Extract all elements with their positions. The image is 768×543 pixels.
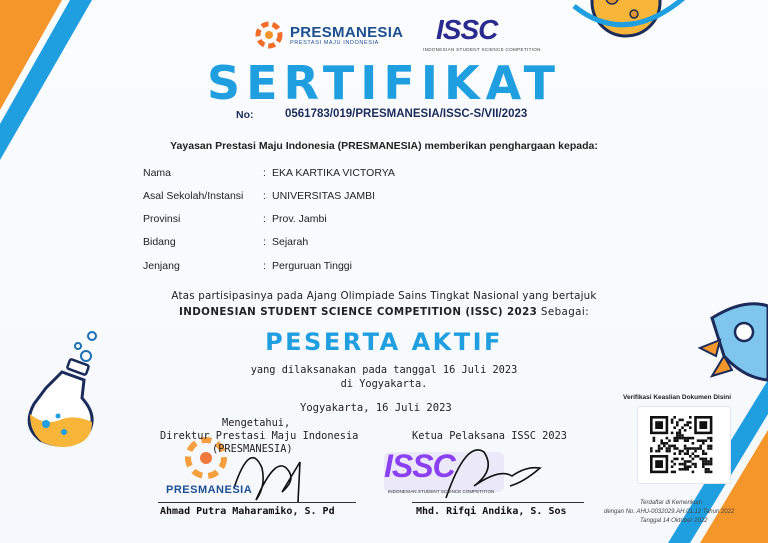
level-label: Jenjang: [143, 260, 180, 272]
colon: :: [263, 167, 266, 179]
colon: :: [263, 213, 266, 225]
left-signer-name: Ahmad Putra Maharamiko, S. Pd: [160, 506, 335, 517]
registration-line-3: Tanggal 14 Oktober 2022: [640, 518, 708, 524]
name-value: EKA KARTIKA VICTORYA: [272, 167, 395, 179]
certificate-number-label: No:: [236, 109, 254, 121]
certificate-title: SERTIFIKAT: [207, 56, 561, 110]
colon: :: [263, 260, 266, 272]
event-date-text: yang dilaksanakan pada tanggal 16 Juli 2023: [250, 364, 518, 376]
planet-icon: [574, 0, 686, 36]
colon: :: [263, 190, 266, 202]
school-label: Asal Sekolah/Instansi: [143, 190, 244, 202]
name-label: Nama: [143, 167, 172, 179]
competition-suffix: Sebagai:: [537, 306, 590, 318]
presmanesia-name: PRESMANESIA: [290, 24, 404, 41]
presmanesia-logo-icon: [252, 18, 286, 52]
field-label: Bidang: [143, 236, 176, 248]
competition-line: [0, 306, 768, 318]
registration-line-2: dengan No. AHU-0032029.AH.01.12 Tahun 2022: [604, 509, 735, 515]
event-place-text: di Yogyakarta.: [340, 378, 428, 390]
right-position: Ketua Pelaksana ISSC 2023: [412, 430, 567, 442]
issc-tagline: INDONESIAN STUDENT SCIENCE COMPETITION: [423, 47, 541, 52]
registration-line-1: Terdaftar di Kemenkum: [640, 500, 703, 506]
verification-caption: Verifikasi Keaslian Dokumen Disini: [623, 394, 732, 401]
right-signer-name: Mhd. Rifqi Andika, S. Sos: [416, 506, 567, 517]
field-value: Sejarah: [272, 236, 309, 248]
award-intro: Yayasan Prestasi Maju Indonesia (PRESMANESIA) memberikan penghargaan kepada:: [170, 140, 598, 152]
colon: :: [263, 236, 266, 248]
province-value: Prov. Jambi: [272, 213, 327, 225]
left-stamp-text: PRESMANESIA: [166, 484, 253, 496]
province-label: Provinsi: [143, 213, 181, 225]
qr-code-pattern: [646, 414, 720, 476]
right-stamp-subtext: INDONESIAN STUDENT SCIENCE COMPETITION: [388, 489, 495, 494]
signing-place-date: Yogyakarta, 16 Juli 2023: [300, 402, 452, 414]
left-organization: (PRESMANESIA): [212, 443, 293, 455]
participation-text: Atas partisipasinya pada Ajang Olimpiade Sains Tingkat Nasional yang bertajuk: [171, 290, 597, 302]
left-acknowledge: Mengetahui,: [222, 417, 291, 429]
issc-logo-text: ISSC: [436, 14, 498, 45]
school-value: UNIVERSITAS JAMBI: [272, 190, 376, 202]
level-value: Perguruan Tinggi: [272, 260, 352, 272]
certificate-number: 0561783/019/PRESMANESIA/ISSC-S/VII/2023: [285, 108, 528, 120]
right-signature-line: [412, 502, 584, 503]
left-position: Direktur Prestasi Maju Indonesia: [160, 430, 359, 442]
left-signature-line: [158, 502, 356, 503]
right-stamp-text: ISSC: [384, 448, 455, 484]
presmanesia-tagline: PRESTASI MAJU INDONESIA: [290, 40, 379, 46]
competition-name: INDONESIAN STUDENT SCIENCE COMPETITION (ISSC) 2023: [178, 306, 538, 318]
award-title: PESERTA AKTIF: [265, 328, 503, 356]
